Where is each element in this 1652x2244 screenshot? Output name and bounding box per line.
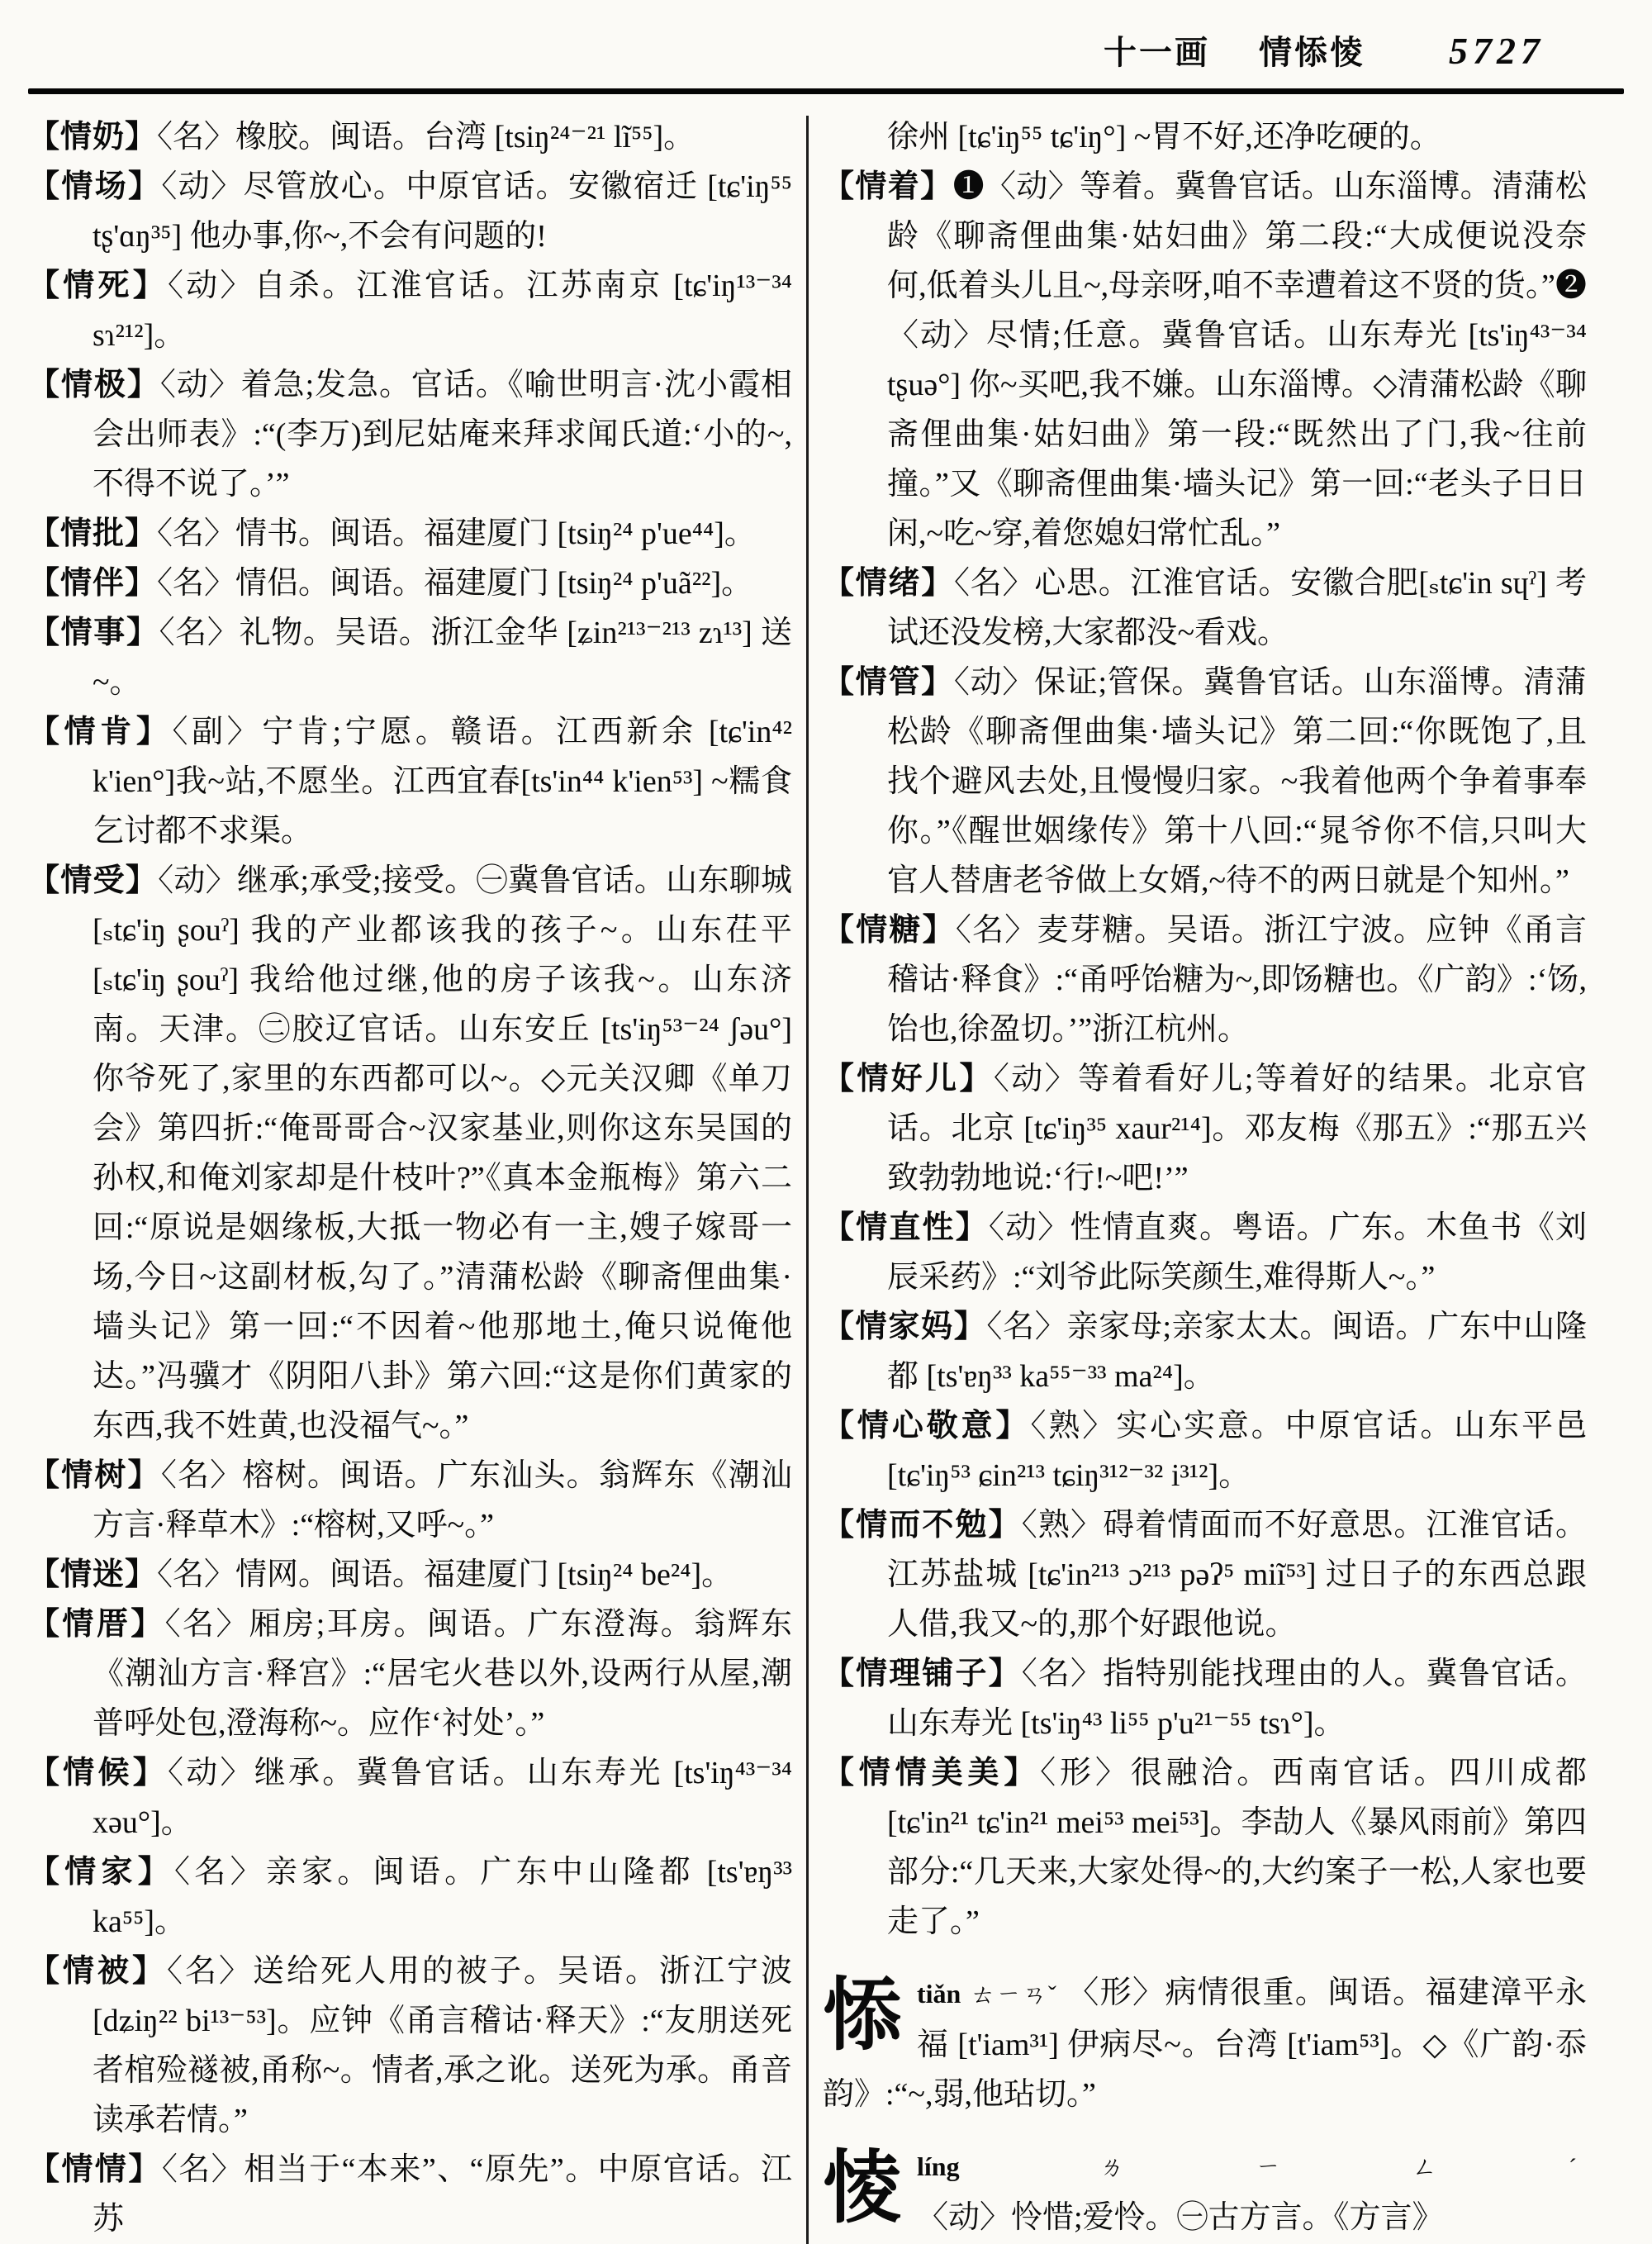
entry-zhuyin: ㄌㄧㄥˊ [967, 2154, 1577, 2182]
entry-body: 〈形〉病情很重。闽语。福建漳平永福 [t'iam³¹] 伊病尽~。台湾 [t'iam⁵³]。◇《广韵·忝韵》:“~,弱,他玷切。” [823, 1975, 1587, 2113]
entry-headword: 【情伴】 [28, 566, 158, 601]
entry-body: 〈动〉等着看好儿;等着好的结果。北京官话。北京 [tɕ'iŋ³⁵ xaur²¹⁴]。邓友梅《那五》:“那五兴致勃勃地说:‘行!~吧!’” [887, 1062, 1587, 1196]
dictionary-entry [28, 608, 792, 707]
entry-headword: 【情受】 [28, 863, 159, 899]
entry-body: 〈动〉继承;承受;接受。㊀冀鲁官话。山东聊城 [ₛtɕ'iŋ ʂouˀ] 我的产业都该我的孩子~。山东茌平 [ₛtɕ'iŋ ʂouˀ] 我给他过继,他的房子该我~。山东济南。天津。㊁胶辽官话。山东安丘 [ts'iŋ⁵³⁻²⁴ ʃəu°] 你爷死了,家里的东西都可以~。◇元关汉卿《单刀会》第四折:“俺哥哥合~汉家基业,则你这东吴国的孙权,和俺刘家却是什枝叶?”《真本金瓶梅》第六二回:“原说是姻缘板,大抵一物必有一主,嫂子嫁哥一场,今日~这副材板,勾了。”清蒲松龄《聊斋俚曲集·墙头记》第一回:“不因着~他那地土,俺只说俺他达。”冯骥才《阴阳八卦》第六回:“这是你们黄家的东西,我不姓黄,也没福气~。” [93, 863, 792, 1444]
text-columns [28, 112, 1624, 2244]
dictionary-entry [823, 1401, 1587, 1500]
entry-body: 〈名〉送给死人用的被子。吴语。浙江宁波 [dʑiŋ²² bi¹³⁻⁵³]。应钟《甬言稽诂·释天》:“友朋送死者棺殓襚被,甬称~。情者,承之讹。送死为承。甬音读承若情。” [93, 1954, 792, 2138]
entry-zhuyin: ㄊㄧㄢˇ [969, 1981, 1058, 2009]
entry-body: 〈动〉性情直爽。粤语。广东。木鱼书《刘辰采药》:“刘爷此际笑颜生,难得斯人~。” [887, 1210, 1587, 1296]
entry-headword: 【情好儿】 [823, 1062, 994, 1097]
entry-pinyin: tiǎn [917, 1979, 961, 2009]
entry-body: 徐州 [tɕ'iŋ⁵⁵ tɕ'iŋ°] ~胃不好,还净吃硬的。 [887, 120, 1441, 155]
dictionary-entry [28, 707, 792, 856]
dictionary-entry [28, 856, 792, 1451]
dictionary-entry [28, 1451, 792, 1550]
entry-character: 㥄 [823, 2144, 902, 2233]
entry-body: 〈名〉指特别能找理由的人。冀鲁官话。山东寿光 [ts'iŋ⁴³ li⁵⁵ p'u²¹⁻⁵⁵ tsɿ°]。 [887, 1657, 1587, 1742]
entry-headword: 【情心敬意】 [823, 1409, 1031, 1444]
entry-body: 〈名〉情书。闽语。福建厦门 [tsiŋ²⁴ p'ue⁴⁴]。 [157, 516, 756, 552]
entry-pinyin: líng [917, 2151, 960, 2182]
entry-headword: 【情候】 [28, 1756, 168, 1791]
entry-headword: 【情而不勉】 [823, 1508, 1022, 1543]
dictionary-entry [823, 658, 1587, 906]
column-divider [806, 116, 809, 2244]
left-column [28, 112, 792, 2244]
entry-headword: 【情厝】 [28, 1607, 165, 1643]
dictionary-entry [28, 261, 792, 360]
dictionary-entry [28, 1847, 792, 1947]
entry-body: 〈名〉厢房;耳房。闽语。广东澄海。翁辉东《潮汕方言·释宫》:“居宅火巷以外,设两行从屋,潮普呼处包,澄海称~。应作‘衬处’。” [93, 1607, 792, 1742]
entry-headword: 【情迷】 [28, 1557, 158, 1593]
dictionary-entry [28, 509, 792, 559]
entry-body: 〈名〉礼物。吴语。浙江金华 [ʑin²¹³⁻²¹³ zɿ¹³] 送~。 [93, 616, 792, 701]
entry-headword: 【情场】 [28, 169, 162, 205]
entry-body: 〈动〉着急;发急。官话。《喻世明言·沈小霞相会出师表》:“(李万)到尼姑庵来拜求闻氏道:‘小的~,不得不说了。’” [93, 368, 792, 502]
entry-headword: 【情情】 [28, 2152, 162, 2188]
entry-body: 〈名〉亲家。闽语。广东中山隆都 [ts'ɐŋ³³ ka⁵⁵]。 [93, 1855, 792, 1940]
entry-body: 〈形〉很融洽。西南官话。四川成都 [tɕ'in²¹ tɕ'in²¹ mei⁵³ mei⁵³]。李劼人《暴风雨前》第四部分:“几天来,大家处得~的,大约案子一松,人家也要走了。” [887, 1756, 1587, 1940]
dictionary-entry [28, 1600, 792, 1748]
entry-headword: 【情极】 [28, 368, 160, 403]
dictionary-entry [28, 162, 792, 261]
dictionary-entry [28, 559, 792, 608]
entry-headword: 【情糖】 [823, 913, 956, 948]
entry-headword: 【情绪】 [823, 566, 955, 601]
entry-body: 〈名〉情侣。闽语。福建厦门 [tsiŋ²⁴ p'uã²²]。 [157, 566, 753, 601]
entry-body: 〈副〉宁肯;宁愿。赣语。江西新余 [tɕ'in⁴² k'ien°]我~站,不愿坐。江西宜春[ts'in⁴⁴ k'ien⁵³] ~糯食乞讨都不求渠。 [93, 715, 792, 849]
dictionary-entry [28, 1947, 792, 2145]
entry-headword: 【情事】 [28, 616, 159, 651]
entry-headword: 【情被】 [28, 1954, 167, 1990]
entry-headword: 【情死】 [28, 269, 168, 304]
entry-body: 〈动〉自杀。江淮官话。江苏南京 [tɕ'iŋ¹³⁻³⁴ sɿ²¹²]。 [93, 269, 792, 354]
stroke-count-section: 十一画 [1104, 34, 1210, 71]
dictionary-entry [28, 2145, 792, 2244]
dictionary-entry [823, 1748, 1587, 1947]
dictionary-entry [823, 906, 1587, 1054]
entry-headword: 【情着】 [823, 169, 953, 205]
entry-headword: 【情家妈】 [823, 1310, 987, 1345]
entry-headword: 【情直性】 [823, 1210, 989, 1246]
entry-headword: 【情批】 [28, 516, 158, 552]
entry-headword: 【情肯】 [28, 715, 173, 750]
dictionary-entry [823, 1968, 1587, 2119]
dictionary-entry [823, 2141, 1587, 2242]
dictionary-entry [823, 112, 1587, 162]
page-number: 5727 [1449, 30, 1545, 72]
entry-body: 〈名〉心思。江淮官话。安徽合肥[ₛtɕ'in sɥˀ] 考试还没发榜,大家都没~看戏。 [887, 566, 1587, 651]
entry-character: 悿 [823, 1971, 902, 2061]
entry-headword: 【情树】 [28, 1458, 161, 1494]
right-column [823, 112, 1587, 2244]
dictionary-entry [823, 1649, 1587, 1748]
dictionary-entry [823, 559, 1587, 658]
dictionary-entry [28, 360, 792, 509]
dictionary-entry [28, 112, 792, 162]
entry-headword: 【情管】 [823, 665, 954, 701]
headword-range: 情悿㥄 [1259, 34, 1365, 71]
entry-body: 〈名〉情网。闽语。福建厦门 [tsiŋ²⁴ be²⁴]。 [157, 1557, 733, 1593]
dictionary-entry [823, 1500, 1587, 1649]
entry-body: 〈名〉橡胶。闽语。台湾 [tsiŋ²⁴⁻²¹ lĩ⁵⁵]。 [157, 120, 695, 155]
entry-headword: 【情家】 [28, 1855, 175, 1890]
entry-body: 〈名〉麦芽糖。吴语。浙江宁波。应钟《甬言稽诂·释食》:“甬呼饴糖为~,即饧糖也。《广韵》:‘饧,饴也,徐盈切。’”浙江杭州。 [887, 913, 1587, 1048]
entry-body: 〈动〉尽管放心。中原官话。安徽宿迁 [tɕ'iŋ⁵⁵ tʂ'ɑŋ³⁵] 他办事,你~,不会有问题的! [93, 169, 792, 254]
entry-headword: 【情理铺子】 [823, 1657, 1022, 1692]
dictionary-entry [823, 1054, 1587, 1203]
page-header [28, 15, 1624, 74]
entry-body: 〈动〉继承。冀鲁官话。山东寿光 [ts'iŋ⁴³⁻³⁴ xəu°]。 [93, 1756, 792, 1841]
entry-body: 〈熟〉碍着情面而不好意思。江淮官话。江苏盐城 [tɕ'in²¹³ ɔ²¹³ pəʔ⁵ miĩ⁵³] 过日子的东西总跟人借,我又~的,那个好跟他说。 [887, 1508, 1587, 1643]
dictionary-entry [28, 1748, 792, 1847]
dictionary-entry [823, 1302, 1587, 1401]
entry-body: ❶〈动〉等着。冀鲁官话。山东淄博。清蒲松龄《聊斋俚曲集·姑妇曲》第二段:“大成便说没奈何,低着头儿且~,母亲呀,咱不幸遭着这不贤的货。”❷〈动〉尽情;任意。冀鲁官话。山东寿光 [ts'iŋ⁴³⁻³⁴ tʂuə°] 你~买吧,我不嫌。山东淄博。◇清蒲松龄《聊斋俚曲集·姑妇曲》第一段:“既然出了门,我~往前撞。”又《聊斋俚曲集·墙头记》第一回:“老头子日日闲,~吃~穿,着您媳妇常忙乱。” [887, 169, 1587, 552]
entry-body: 〈动〉保证;管保。冀鲁官话。山东淄博。清蒲松龄《聊斋俚曲集·墙头记》第二回:“你既饱了,且找个避风去处,且慢慢归家。~我着他两个争着事奉你。”《醒世姻缘传》第十八回:“晁爷你不信,只叫大官人替唐老爷做上女婿,~待不的两日就是个知州。” [887, 665, 1587, 899]
entry-body: 〈名〉相当于“本来”、“原先”。中原官话。江苏 [93, 2152, 792, 2237]
entry-body: 〈名〉榕树。闽语。广东汕头。翁辉东《潮汕方言·释草木》:“榕树,又呼~。” [93, 1458, 792, 1543]
dictionary-entry [823, 162, 1587, 559]
entry-headword: 【情奶】 [28, 120, 158, 155]
header-rule [28, 88, 1624, 94]
entry-body: 〈名〉亲家母;亲家太太。闽语。广东中山隆都 [ts'ɐŋ³³ ka⁵⁵⁻³³ ma²⁴]。 [887, 1310, 1587, 1395]
entry-headword: 【情情美美】 [823, 1756, 1041, 1791]
entry-body: 〈动〉怜惜;爱怜。㊀古方言。《方言》 [917, 2200, 1444, 2236]
dictionary-entry [28, 1550, 792, 1600]
entry-body: 〈熟〉实心实意。中原官话。山东平邑 [tɕ'iŋ⁵³ ɕin²¹³ tɕiŋ³¹²⁻³² i³¹²]。 [887, 1409, 1587, 1494]
dictionary-entry [823, 1203, 1587, 1302]
